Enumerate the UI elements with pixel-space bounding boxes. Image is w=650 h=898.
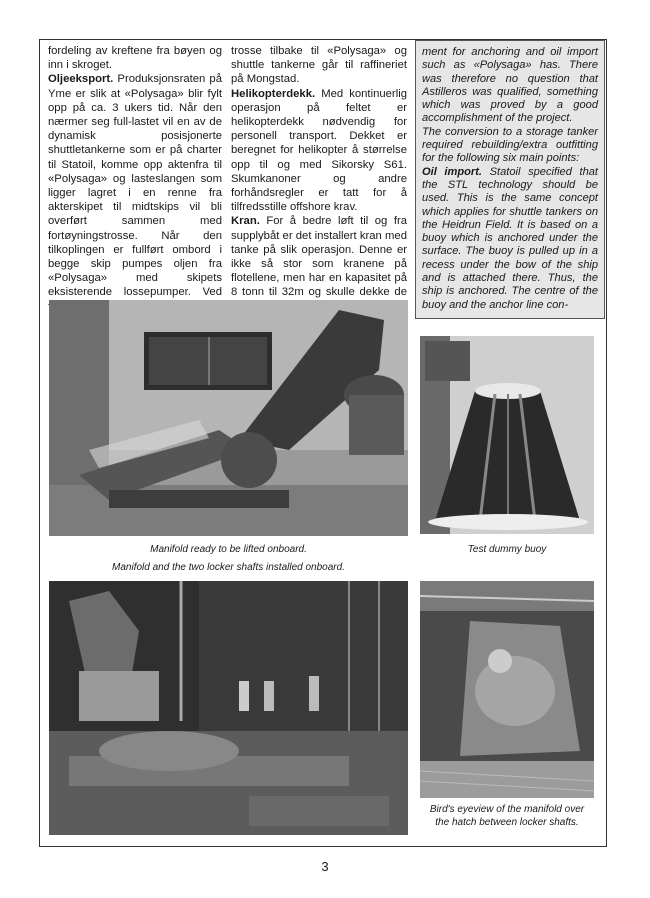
photo-birds-eye-manifold: [420, 581, 594, 798]
paragraph-text: Produksjonsraten på Yme er slik at «Polysaga» blir fylt opp på ca. 3 ukers tid. Når den nærmer seg full-lastet vil en av de dynamisk posisjonerte shuttletankerne som er på charter til Statoil, komme opp aktenfra til «Polysaga» og lasteslangen som ligger lagret i en renne fra akterskipet til midtskips vil bli overført sammen med fortøyningstrosse. Når den tilkoplingen er fullført ombord i begge skip pumpes oljen fra «Polysaga» med skipets eksisterende lossepumper. Ved: [48, 73, 222, 299]
page-number: 3: [321, 859, 329, 874]
paragraph-text: Med kontinuerlig operasjon på feltet er helikopterdekk nødvendig for personell transport. Dekket er beregnet for helikopter å størrelse opp til og med Sikorsky S61. Skumkanoner og andre forhåndsregler er tatt for å tilfredsstille offshore krav.: [231, 87, 407, 214]
photo-manifold-installed: [49, 581, 408, 835]
section-heading: Oil import.: [422, 165, 483, 178]
paragraph-text: Statoil specified that the STL technology should be used. This is the same concept which applies for shuttle tankers on the Heidrun Field. It is based on a buoy which is anchored under the surface. The buoy is pulled up in a recess under the bow of the ship and is attached there. Thus, the ship is anchored. The centre of the buoy and the anchor line con-: [422, 165, 599, 311]
section-heading: Helikopterdekk.: [231, 87, 316, 100]
caption-manifold-installed: Manifold and the two locker shafts installed onboard.: [112, 562, 345, 573]
english-sidebar-box: [415, 40, 605, 319]
paragraph: [231, 87, 407, 215]
paragraph-text: For å bedre løft til og fra supplybåt er det installert kran med tanke på slik operasjon. Denne er ikke så stor som kranene på flotellene, men har en kapasitet på 8 tonn til 32m og skulle dekke de: [231, 215, 407, 299]
caption-birds-eye-line1: Bird's eyeview of the manifold over: [429, 804, 585, 815]
text-column-norwegian-1: [48, 44, 222, 314]
paragraph: [422, 166, 598, 312]
paragraph: The conversion to a storage tanker required rebuilding/extra outfitting for the following six main points:: [422, 125, 598, 165]
caption-manifold-lift: Manifold ready to be lifted onboard.: [150, 544, 307, 555]
paragraph: [48, 72, 222, 313]
text-column-norwegian-2: [231, 44, 407, 314]
paragraph: trosse tilbake til «Polysaga» og shuttle tankerne går til raffineriet på Mongstad.: [231, 45, 407, 86]
paragraph: ment for anchoring and oil import such as «Polysaga» has. There was therefore no question that Astilleros was qualified, something which was proved by a good accomplishment of the project.: [422, 46, 598, 125]
paragraph: [231, 214, 407, 313]
photo-test-dummy-buoy: [420, 336, 594, 534]
section-heading: Oljeeksport.: [48, 73, 114, 86]
photo-manifold-lifted: [49, 300, 408, 536]
paragraph: fordeling av kreftene fra bøyen og inn i skroget.: [48, 45, 222, 72]
section-heading: Kran.: [231, 215, 260, 228]
caption-birds-eye-line2: the hatch between locker shafts.: [435, 817, 579, 828]
caption-test-buoy: Test dummy buoy: [467, 544, 547, 555]
